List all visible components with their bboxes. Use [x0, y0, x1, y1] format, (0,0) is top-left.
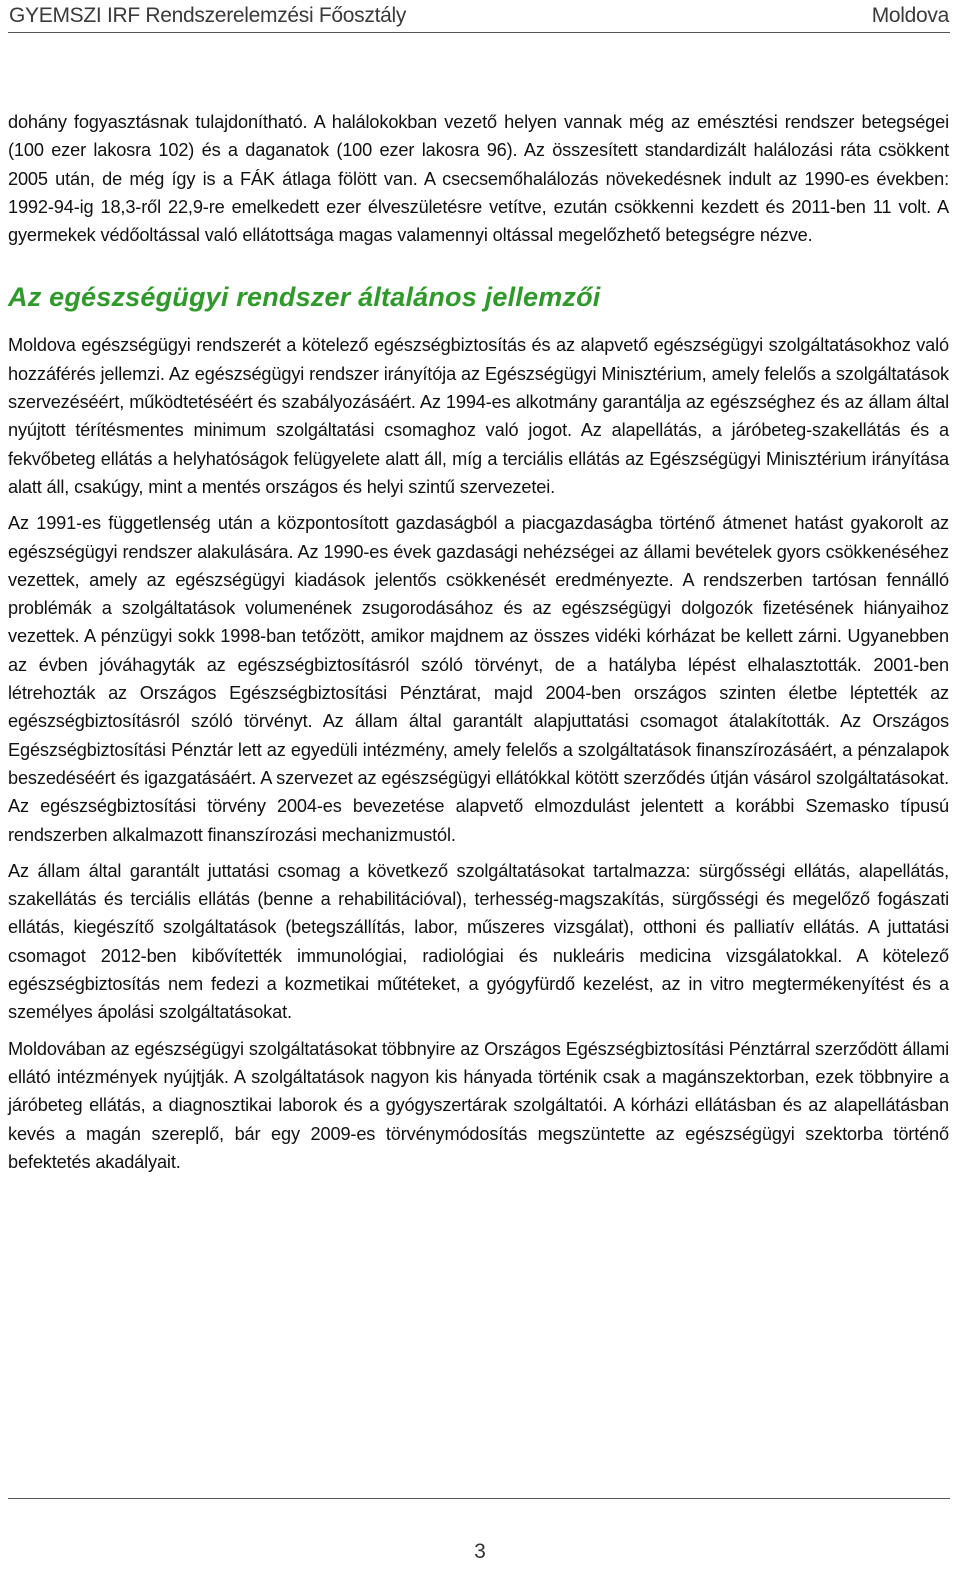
document-body	[8, 108, 949, 1176]
paragraph-benefit-package: Az állam által garantált juttatási csomag a következő szolgáltatásokat tartalmazza: sürgősségi ellátás, alapellátás, szakellátás és terciális ellátás (benne a rehabilitációval), terhesség-magszakítás, sürgősségi és megelőző fogászati ellátás, kiegészítő szolgáltatások (betegszállítás, labor, műszeres vizsgálat), otthoni és palliatív ellátás. A juttatási csomagot 2012-ben kibővítették immunológiai, radiológiai és nukleáris medicina vizsgálatokkal. A kötelező egészségbiztosítás nem fedezi a kozmetikai műtéteket, a gyógyfürdő kezelést, az in vitro megtermékenyítést és a személyes ápolási szolgáltatásokat.	[8, 860, 949, 1023]
paragraph-history: Az 1991-es függetlenség után a központosított gazdaságból a piacgazdaságba történő átmenet hatást gyakorolt az egészségügyi rendszer alakulására. Az 1990-es évek gazdasági nehézségei az állami bevételek gyors csökkenéséhez vezettek, amely az egészségügyi kiadások jelentős csökkenését eredményezte. A rendszerben tartósan fennálló problémák a szolgáltatások volumenének zsugorodásához és az egészségügyi dolgozók fizetésének hiányaihoz vezettek. A pénzügyi sokk 1998-ban tetőzött, amikor majdnem az összes vidéki kórházat be kellett zárni. Ugyanebben az évben jóváhagyták az egészségbiztosításról szóló törvényt, de a hatályba lépést elhalasztották. 2001-ben létrehozták az Országos Egészségbiztosítási Pénztárat, majd 2004-ben országos szinten életbe léptették az egészségbiztosításról szóló törvényt. Az állam által garantált alapjuttatási csomagot átalakították. Az Országos Egészségbiztosítási Pénztár lett az egyedüli intézmény, amely felelős a szolgáltatások finanszírozásáért, a pénzalapok beszedéséért és igazgatásáért. A szervezet az egészségügyi ellátókkal kötött szerződés útján vásárol szolgáltatásokat. Az egészségbiztosítási törvény 2004-es bevezetése alapvető elmozdulást jelentett a korábbi Szemasko típusú rendszerben alkalmazott finanszírozási mechanizmustól.	[8, 513, 949, 845]
paragraph-providers: Moldovában az egészségügyi szolgáltatásokat többnyire az Országos Egészségbiztosítási Pénztárral szerződött állami ellátó intézmények nyújtják. A szolgáltatások nagyon kis hányada történik csak a magánszektorban, ezek többnyire a járóbeteg ellátás, a diagnosztikai laborok és a gyógyszertárak szolgáltatói. A kórházi ellátásban és az alapellátásban kevés a magán szereplő, bár egy 2009-es törvénymódosítás megszüntette az egészségügyi szektorba történő befektetés akadályait.	[8, 1038, 949, 1172]
page-number: 3	[474, 1540, 486, 1563]
header-divider	[8, 32, 950, 33]
footer-divider	[8, 1498, 950, 1499]
page-header	[9, 0, 949, 32]
paragraph-system-overview: Moldova egészségügyi rendszerét a kötelező egészségbiztosítás és az alapvető egészségügyi szolgáltatásokhoz való hozzáférés jellemzi. Az egészségügyi rendszer irányítója az Egészségügyi Minisztérium, amely felelős a szolgáltatások szervezéséért, működtetéséért és szabályozásáért. Az 1994-es alkotmány garantálja az egészséghez és az állam által nyújtott térítésmentes minimum szolgáltatási csomaghoz való jogot. Az alapellátás, a járóbeteg-szakellátás és a fekvőbeteg ellátás a helyhatóságok felügyelete alatt áll, míg a terciális ellátás az Egészségügyi Minisztérium irányítása alatt áll, csakúgy, mint a mentés országos és helyi szintű szervezetei.	[8, 335, 949, 497]
header-country: Moldova	[871, 4, 949, 27]
paragraph-mortality: dohány fogyasztásnak tulajdonítható. A halálokokban vezető helyen vannak még az emésztési rendszer betegségei (100 ezer lakosra 102) és a daganatok (100 ezer lakosra 96). Az összesített standardizált halálozási ráta csökkent 2005 után, de még így is a FÁK átlaga fölött van. A csecsemőhalálozás növekedésnek indult az 1990-es években: 1992-94-ig 18,3-ről 22,9-re emelkedett ezer élveszületésre vetítve, ezután csökkenni kezdett és 2011-ben 11 volt. A gyermekek védőoltással való ellátottsága magas valamennyi oltással megelőzhető betegségre nézve.	[8, 112, 949, 246]
header-organization: GYEMSZI IRF Rendszerelemzési Főosztály	[9, 4, 407, 27]
section-title: Az egészségügyi rendszer általános jellemzői	[8, 282, 601, 313]
